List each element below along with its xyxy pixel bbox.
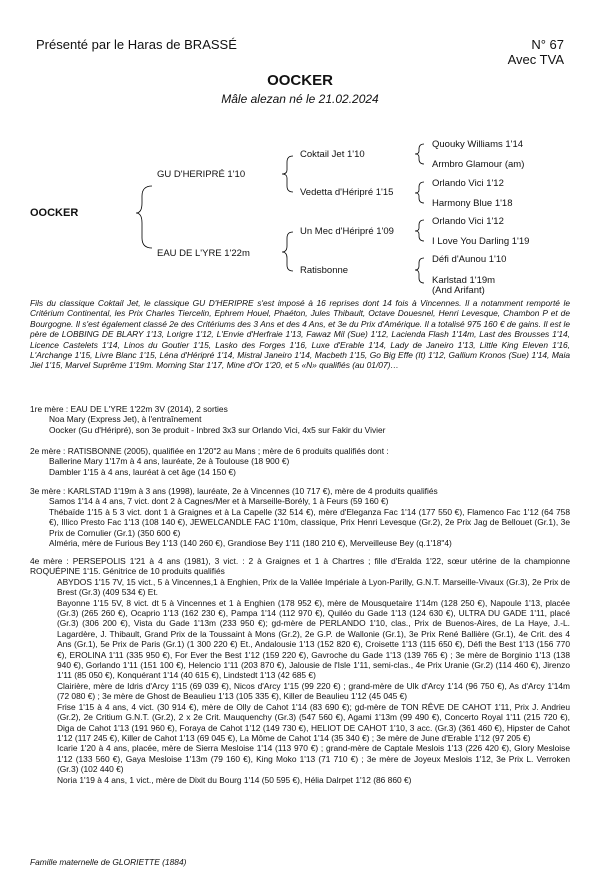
bracket-sd (415, 182, 424, 203)
pedigree-sd-dam: Harmony Blue 1'18 (432, 198, 513, 209)
sire-description: Fils du classique Coktail Jet, le classique GU D'HERIPRE s'est imposé à 16 reprises dont 14 fois à Vincennes. Il a notamment remporté le Critérium Continental, les Prix Charles Tiercelin, Ephrem Houel, Phaéton, Jules Thibault, Octave Douesnel, Henri Levesque, Chambon P et de Bourgogne. Il s'est également classé 2e des Critériums des 3 Ans et des 4 Ans, et 3e du Prix d'Amérique. Il a totalisé 975 160 € de gains. Il est le père de LOBBING DE BLARY 1'13, Lorigre 1'12, L'Envie d'Herfraie 1'13, Fawaz Mil (Sue) 1'12, Lacienda Flash 1'14m, Last des Brousses 1'14, Licence Castelets 1'14, Linos du Goutier 1'15, Lasko des Forges 1'16, Luxe d'Erable 1'14, Lady de Janeiro 1'13, Little King Eleven 1'16, L'Archange 1'15, Livre Blanc 1'15, Léna d'Héripré 1'14, Mistral Janeiro 1'14, Macbeth 1'15, Go Big Effe (It) 1'12, Gallium Kronos (Sue) 1'14, Maia Jiel 1'15, Marvel Suprême 1'19m. Morning Star 1'17, Mine d'Or 1'20, et 5 «N» qualifiés (au 01/07)… (30, 298, 570, 371)
pedigree-dam: EAU DE L'YRE 1'22m (157, 248, 250, 259)
bracket-sire (282, 156, 293, 192)
pedigree-ss-dam: Armbro Glamour (am) (432, 159, 525, 170)
pedigree-subject: OOCKER (30, 207, 79, 219)
third-dam-section (30, 486, 570, 548)
second-dam-heading: 2e mère : RATISBONNE (2005), qualifiée en 1'20"2 au Mans ; mère de 6 produits qualifiés dont : (30, 446, 389, 456)
bracket-dd (415, 258, 424, 283)
horse-name-title: OOCKER (267, 72, 333, 89)
third-dam-heading: 3e mère : KARLSTAD 1'19m à 3 ans (1998), lauréate, 2e à Vincennes (10 717 €), mère de 4 produits qualifiés (30, 486, 438, 496)
pedigree-dam-dam: Ratisbonne (300, 265, 349, 276)
pedigree-ds-sire: Orlando Vici 1'12 (432, 216, 504, 227)
pedigree-sire: GU D'HERIPRÉ 1'10 (157, 169, 246, 180)
first-dam-heading: 1re mère : EAU DE L'YRE 1'22m 3V (2014), 2 sorties (30, 404, 228, 414)
first-dam-produce-1: Noa Mary (Express Jet), à l'entraînement (49, 414, 202, 425)
third-dam-produce-1: Samos 1'14 à 4 ans, 7 vict. dont 2 à Cagnes/Mer et à Marseille-Borély, 1 à Feurs (59 160 €) (49, 496, 389, 507)
fourth-dam-produce-abydos: ABYDOS 1'15 7V, 15 vict., 5 à Vincennes,1 à Enghien, Prix de la Vallée Impériale à Lyon-Parilly, G.N.T. Marseille-Vivaux (Gr.3), 2e Prix de Brest (Gr.3) (409 534 €) Et. (57, 576, 570, 598)
second-dam-produce-1: Ballerine Mary 1'17m à 4 ans, lauréate, 2e à Toulouse (18 900 €) (49, 456, 290, 467)
bracket-main (136, 186, 152, 248)
fourth-dam-produce-frise: Frise 1'15 à 4 ans, 4 vict. (30 914 €), mère de Olly de Cahot 1'14 (83 690 €); gd-mère de TON RÊVE DE CAHOT 1'11, Prix J. Andrieu (Gr.2), 2e Critium G.N.T. (Gr.2), 2 x 2e Crit. Mauquenchy (Gr.3) (547 560 €), Agami 1'13m (99 490 €), Concerto Royal 1'11 (215 720 €), Diga de Cahot 1'13 (191 960 €), Foraya de Cahot 1'12 (149 730 €), HELIOT DE CAHOT 1'10, 3 acc. (Gr.3) (361 460 €), Hipster de Cahot 1'12 (117 245 €), Killer de Cahot 1'13 (69 045 €), La Môme de Cahot 1'14 (35 340 €) ; 3e mère de June d'Erable 1'12 (97 205 €) (57, 701, 570, 743)
maternal-family-note: Famille maternelle de GLORIETTE (1884) (30, 857, 187, 867)
second-dam-section (30, 446, 570, 477)
fourth-dam-produce-bayonne: Bayonne 1'15 5V, 8 vict. dt 5 à Vincennes et 1 à Enghien (178 952 €), mère de Mousquetaire 1'14m (128 250 €), Napoule 1'13, placée (Gr.3) (265 260 €), Ocaprio 1'13 (162 230 €), Pampa 1'14 (112 970 €), Quiléo du Gade 1'13 (124 630 €), ULTRA DU GADE 1'11, placé (Gr.3) (306 200 €), Vista du Gade 1'13m (233 950 €); gd-mère de PERLANDO 1'10, clas., Prix de Buenos-Aires, de La Haye, J.-L. Lagardère, J. Thibault, Grand Prix de la Toussaint à Mons (Gr.2), 2e G.P. de Wallonie (Gr.1), 3e Prix René Ballière (Gr.1), 4e Crit. des 4 Ans (Gr.1), 5e Prix de Paris (Gr.1) (1 300 220 €) Et., Andalousie 1'13 (152 820 €), Croisette 1'13 (115 650 €), Défi the Best 1'13 (156 770 €), EROLINA 1'11 (335 950 €), For Ever the Best 1'12 (159 220 €), Gavroche du Gade 1'13 (139 765 €) ; 3e mère de Borginio 1'13 (138 940 €), Gorlando 1'11 (151 100 €), Helencio 1'11 (203 870 €), Jalousie de l'Isle 1'11, semi-clas., 4e Prix Uranie (Gr.2) (114 460 €), Jirenzo 1'11 (85 050 €), Konquérant 1'14 (40 615 €), Lindstedt 1'13 (42 685 €) (57, 597, 570, 681)
third-dam-produce-3: Alméria, mère de Furious Bey 1'13 (140 260 €), Grandiose Bey 1'11 (180 210 €), Merveilleuse Bey (q.1'18"4) (49, 538, 452, 549)
fourth-dam-produce-icarie: Icarie 1'20 à 4 ans, placée, mère de Sierra Mesloise 1'14 (113 970 €) ; grand-mère de Captale Meslois 1'13 (226 420 €), Glory Mesloise 1'12 (133 560 €), Gaya Mesloise 1'13m (79 160 €), King Moko 1'13 (71 710 €) ; 3e mère de Joyeux Meslois 1'12, 3e Prix L. Verroken (Gr.3) (102 440 €) (57, 743, 570, 775)
tax-note: Avec TVA (507, 52, 564, 67)
bracket-dam (282, 232, 293, 271)
third-dam-produce-2: Thébaïde 1'15 à 5 3 vict. dont 1 à Graignes et à La Capelle (32 514 €), mère d'Eleganza Fac 1'14 (177 550 €), Flamenco Fac 1'12 (64 758 €), Illico Presto Fac 1'13 (108 140 €), JEWELCANDLE FAC 1'10m, classique, Prix Henri Levesque (Gr.2), 2e Prix Jag de Bellouet (Gr.1), 3e Prix de Cornulier (Gr.1) (350 600 €) (49, 506, 570, 538)
pedigree-sire-sire: Coktail Jet 1'10 (300, 149, 365, 160)
pedigree-dam-sire: Un Mec d'Héripré 1'09 (300, 226, 394, 237)
fourth-dam-produce-clairiere: Clairière, mère de Idris d'Arcy 1'15 (69 039 €), Nicos d'Arcy 1'15 (99 220 €) ; grand-mère de Ulk d'Arcy 1'14 (96 750 €), As d'Arcy 1'14m (72 080 €) ; 3e mère de Ghost de Beaulieu 1'13 (105 335 €), Killer de Beaulieu 1'12 (45 045 €) (57, 680, 570, 702)
lot-number: N° 67 (531, 37, 564, 52)
fourth-dam-heading: 4e mère : PERSEPOLIS 1'21 à 4 ans (1981), 3 vict. : 2 à Graignes et 1 à Chartres ; fille d'Eralda 1'22, sœur utérine de la championne ROQUÉPINE 1'15. Génitrice de 10 produits qualifiés (30, 556, 570, 577)
pedigree-ss-sire: Quouky Williams 1'14 (432, 139, 524, 150)
first-dam-produce-2: Oocker (Gu d'Héripré), son 3e produit - Inbred 3x3 sur Orlando Vici, 4x5 sur Fakir du Vivier (49, 424, 386, 435)
pedigree-dd-sire: Défi d'Aunou 1'10 (432, 254, 507, 265)
bracket-ss (415, 144, 424, 164)
pedigree-dd-dam-note: (And Arifant) (432, 285, 485, 296)
pedigree-sire-dam: Vedetta d'Héripré 1'15 (300, 187, 394, 198)
pedigree-ds-dam: I Love You Darling 1'19 (432, 236, 530, 247)
pedigree-sd-sire: Orlando Vici 1'12 (432, 178, 504, 189)
pedigree-dd-dam: Karlstad 1'19m (432, 275, 496, 286)
bracket-ds (415, 220, 424, 241)
first-dam-section (30, 404, 570, 435)
second-dam-produce-2: Dambler 1'15 à 4 ans, lauréat à cet âge (14 150 €) (49, 466, 236, 477)
fourth-dam-section (30, 556, 570, 785)
presenter-line: Présenté par le Haras de BRASSÉ (36, 37, 237, 52)
fourth-dam-produce-noria: Noria 1'19 à 4 ans, 1 vict., mère de Dixit du Bourg 1'14 (50 595 €), Hélia Dalrpet 1'12 (86 860 €) (57, 774, 412, 785)
horse-subtitle: Mâle alezan né le 21.02.2024 (221, 92, 379, 106)
